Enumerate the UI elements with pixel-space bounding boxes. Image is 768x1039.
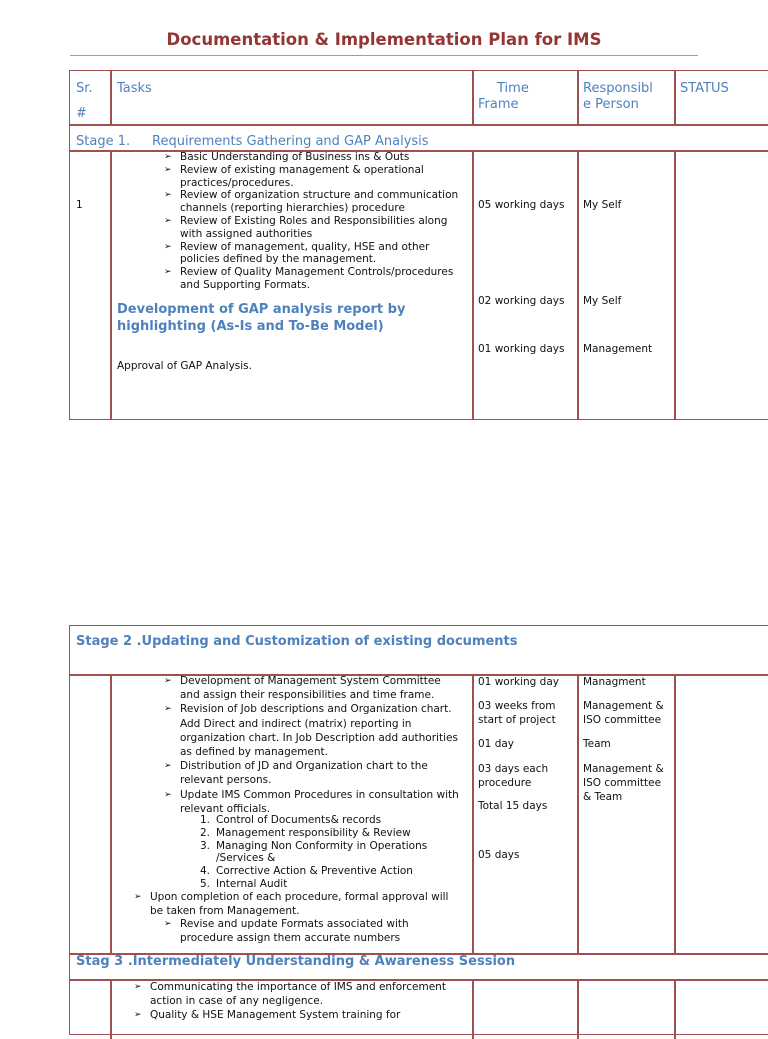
list-item: ➢ Update IMS Common Procedures in consultation with relevant officials.: [164, 788, 459, 815]
list-item: ➢ Distribution of JD and Organization chart to the relevant persons.: [164, 760, 428, 787]
arrow-bullet-icon: ➢: [164, 789, 172, 800]
gap-analysis-heading: Development of GAP analysis report by highlighting (As-Is and To-Be Model): [117, 302, 406, 334]
title-underline: [70, 55, 698, 56]
responsible-person: Management &: [583, 700, 664, 712]
arrow-bullet-icon: ➢: [134, 1010, 142, 1021]
time-frame: 01 day: [478, 738, 515, 750]
time-frame: procedure: [478, 777, 532, 789]
time-frame: 01 working days: [478, 343, 565, 355]
table-1-col-divider: [674, 70, 676, 125]
stage-1-task-list: [164, 151, 469, 292]
list-item: 3. Managing Non Conformity in Operations /Services &: [199, 839, 428, 865]
table-2-col-divider: [674, 674, 676, 954]
list-item: ➢ Review of Existing Roles and Responsibilities along with assigned authorities: [164, 214, 448, 240]
arrow-bullet-icon: ➢: [164, 919, 172, 929]
time-frame: 01 working day: [478, 676, 559, 688]
arrow-bullet-icon: ➢: [134, 982, 142, 992]
responsible-person: Management: [583, 343, 653, 355]
time-frame: 05 working days: [478, 199, 565, 211]
procedure-numbered-list: [194, 814, 464, 891]
table-2-col-divider: [472, 674, 474, 954]
header-responsible-1: Responsibl: [583, 81, 653, 96]
list-item: 5. Internal Audit: [199, 877, 288, 890]
list-item: ➢ Revision of Job descriptions and Organization chart. Add Direct and indirect (matrix) reporting in organization chart. In Job Description add authorities as defined by management.: [164, 703, 458, 759]
table-1-col-divider: [472, 150, 474, 420]
time-frame: start of project: [478, 714, 556, 726]
responsible-person: ISO committee: [583, 777, 662, 789]
time-frame: 05 days: [478, 849, 520, 861]
header-status: STATUS: [680, 81, 729, 96]
list-item: 2. Management responsibility & Review: [199, 826, 411, 839]
list-item: ➢ Review of organization structure and communication channels (reporting hierarchies) procedure: [164, 189, 459, 215]
list-item: 4. Corrective Action & Preventive Action: [199, 865, 413, 878]
arrow-bullet-icon: ➢: [134, 892, 142, 902]
table-2-col-divider: [110, 979, 112, 1039]
responsible-person: Managment: [583, 676, 646, 688]
list-item: ➢ Quality & HSE Management System training for: [134, 1009, 401, 1022]
header-sr: Sr.: [76, 81, 93, 96]
list-item: ➢ Development of Management System Committee and assign their responsibilities and time frame.: [164, 675, 441, 702]
list-item: 1. Control of Documents& records: [199, 814, 382, 826]
table-2-col-divider: [577, 979, 579, 1039]
time-frame: 02 working days: [478, 295, 565, 307]
arrow-bullet-icon: ➢: [164, 164, 172, 175]
stage-1-title: Requirements Gathering and GAP Analysis: [152, 134, 429, 149]
table-1-col-divider: [674, 150, 676, 420]
header-tasks: Tasks: [117, 81, 152, 96]
header-time-2: Frame: [478, 97, 519, 112]
arrow-bullet-icon: ➢: [164, 215, 172, 226]
list-item: ➢ Review of management, quality, HSE and other policies defined by the management.: [164, 240, 430, 266]
table-1-col-divider: [577, 70, 579, 125]
time-frame: 03 weeks from: [478, 700, 556, 712]
stage-1-label: Stage 1.: [76, 134, 131, 149]
stage-3-title: Stag 3 .Intermediately Understanding & Awareness Session: [76, 954, 516, 969]
responsible-person: My Self: [583, 199, 622, 211]
responsible-person: ISO committee: [583, 714, 662, 726]
arrow-bullet-icon: ➢: [164, 190, 172, 201]
table-1-col-divider: [110, 70, 112, 125]
table-2-col-divider: [472, 979, 474, 1039]
list-item: ➢ Basic Understanding of Business ins & Outs: [164, 151, 410, 163]
arrow-bullet-icon: ➢: [164, 704, 172, 715]
responsible-person: & Team: [583, 791, 623, 803]
table-1-col-divider: [110, 150, 112, 420]
approval-bullet: ➢ Upon completion of each procedure, formal approval will be taken from Management.: [134, 891, 449, 918]
header-responsible-2: e Person: [583, 97, 639, 112]
table-2-col-divider: [674, 979, 676, 1039]
time-frame: 03 days each: [478, 763, 549, 775]
arrow-bullet-icon: ➢: [164, 241, 172, 252]
arrow-bullet-icon: ➢: [164, 676, 172, 686]
table-1-header-divider: [69, 124, 768, 126]
responsible-person: Management &: [583, 763, 664, 775]
stage-3-task-list: [134, 980, 469, 1023]
table-1-col-divider: [577, 150, 579, 420]
arrow-bullet-icon: ➢: [164, 267, 172, 278]
approval-text: Approval of GAP Analysis.: [117, 360, 252, 372]
header-time-1: Time: [497, 81, 529, 96]
responsible-person: Team: [583, 738, 611, 750]
responsible-person: My Self: [583, 295, 622, 307]
arrow-bullet-icon: ➢: [164, 761, 172, 772]
row-number: 1: [76, 199, 83, 211]
formats-bullet: ➢ Revise and update Formats associated with procedure assign them accurate numbers: [164, 918, 409, 945]
stage-2-title: Stage 2 .Updating and Customization of existing documents: [76, 634, 518, 649]
stage-2-task-list: [164, 674, 469, 816]
time-frame: Total 15 days: [478, 800, 548, 812]
page-title: Documentation & Implementation Plan for IMS: [166, 30, 602, 49]
table-2-col-divider: [110, 674, 112, 954]
table-2-col-divider: [577, 674, 579, 954]
arrow-bullet-icon: ➢: [164, 152, 172, 162]
header-hash: #: [76, 106, 87, 121]
list-item: ➢ Review of Quality Management Controls/procedures and Supporting Formats.: [164, 266, 454, 291]
table-1-col-divider: [472, 70, 474, 125]
list-item: ➢ Communicating the importance of IMS and enforcement action in case of any negligence.: [134, 981, 446, 1008]
list-item: ➢ Review of existing management & operational practices/procedures.: [164, 163, 424, 189]
